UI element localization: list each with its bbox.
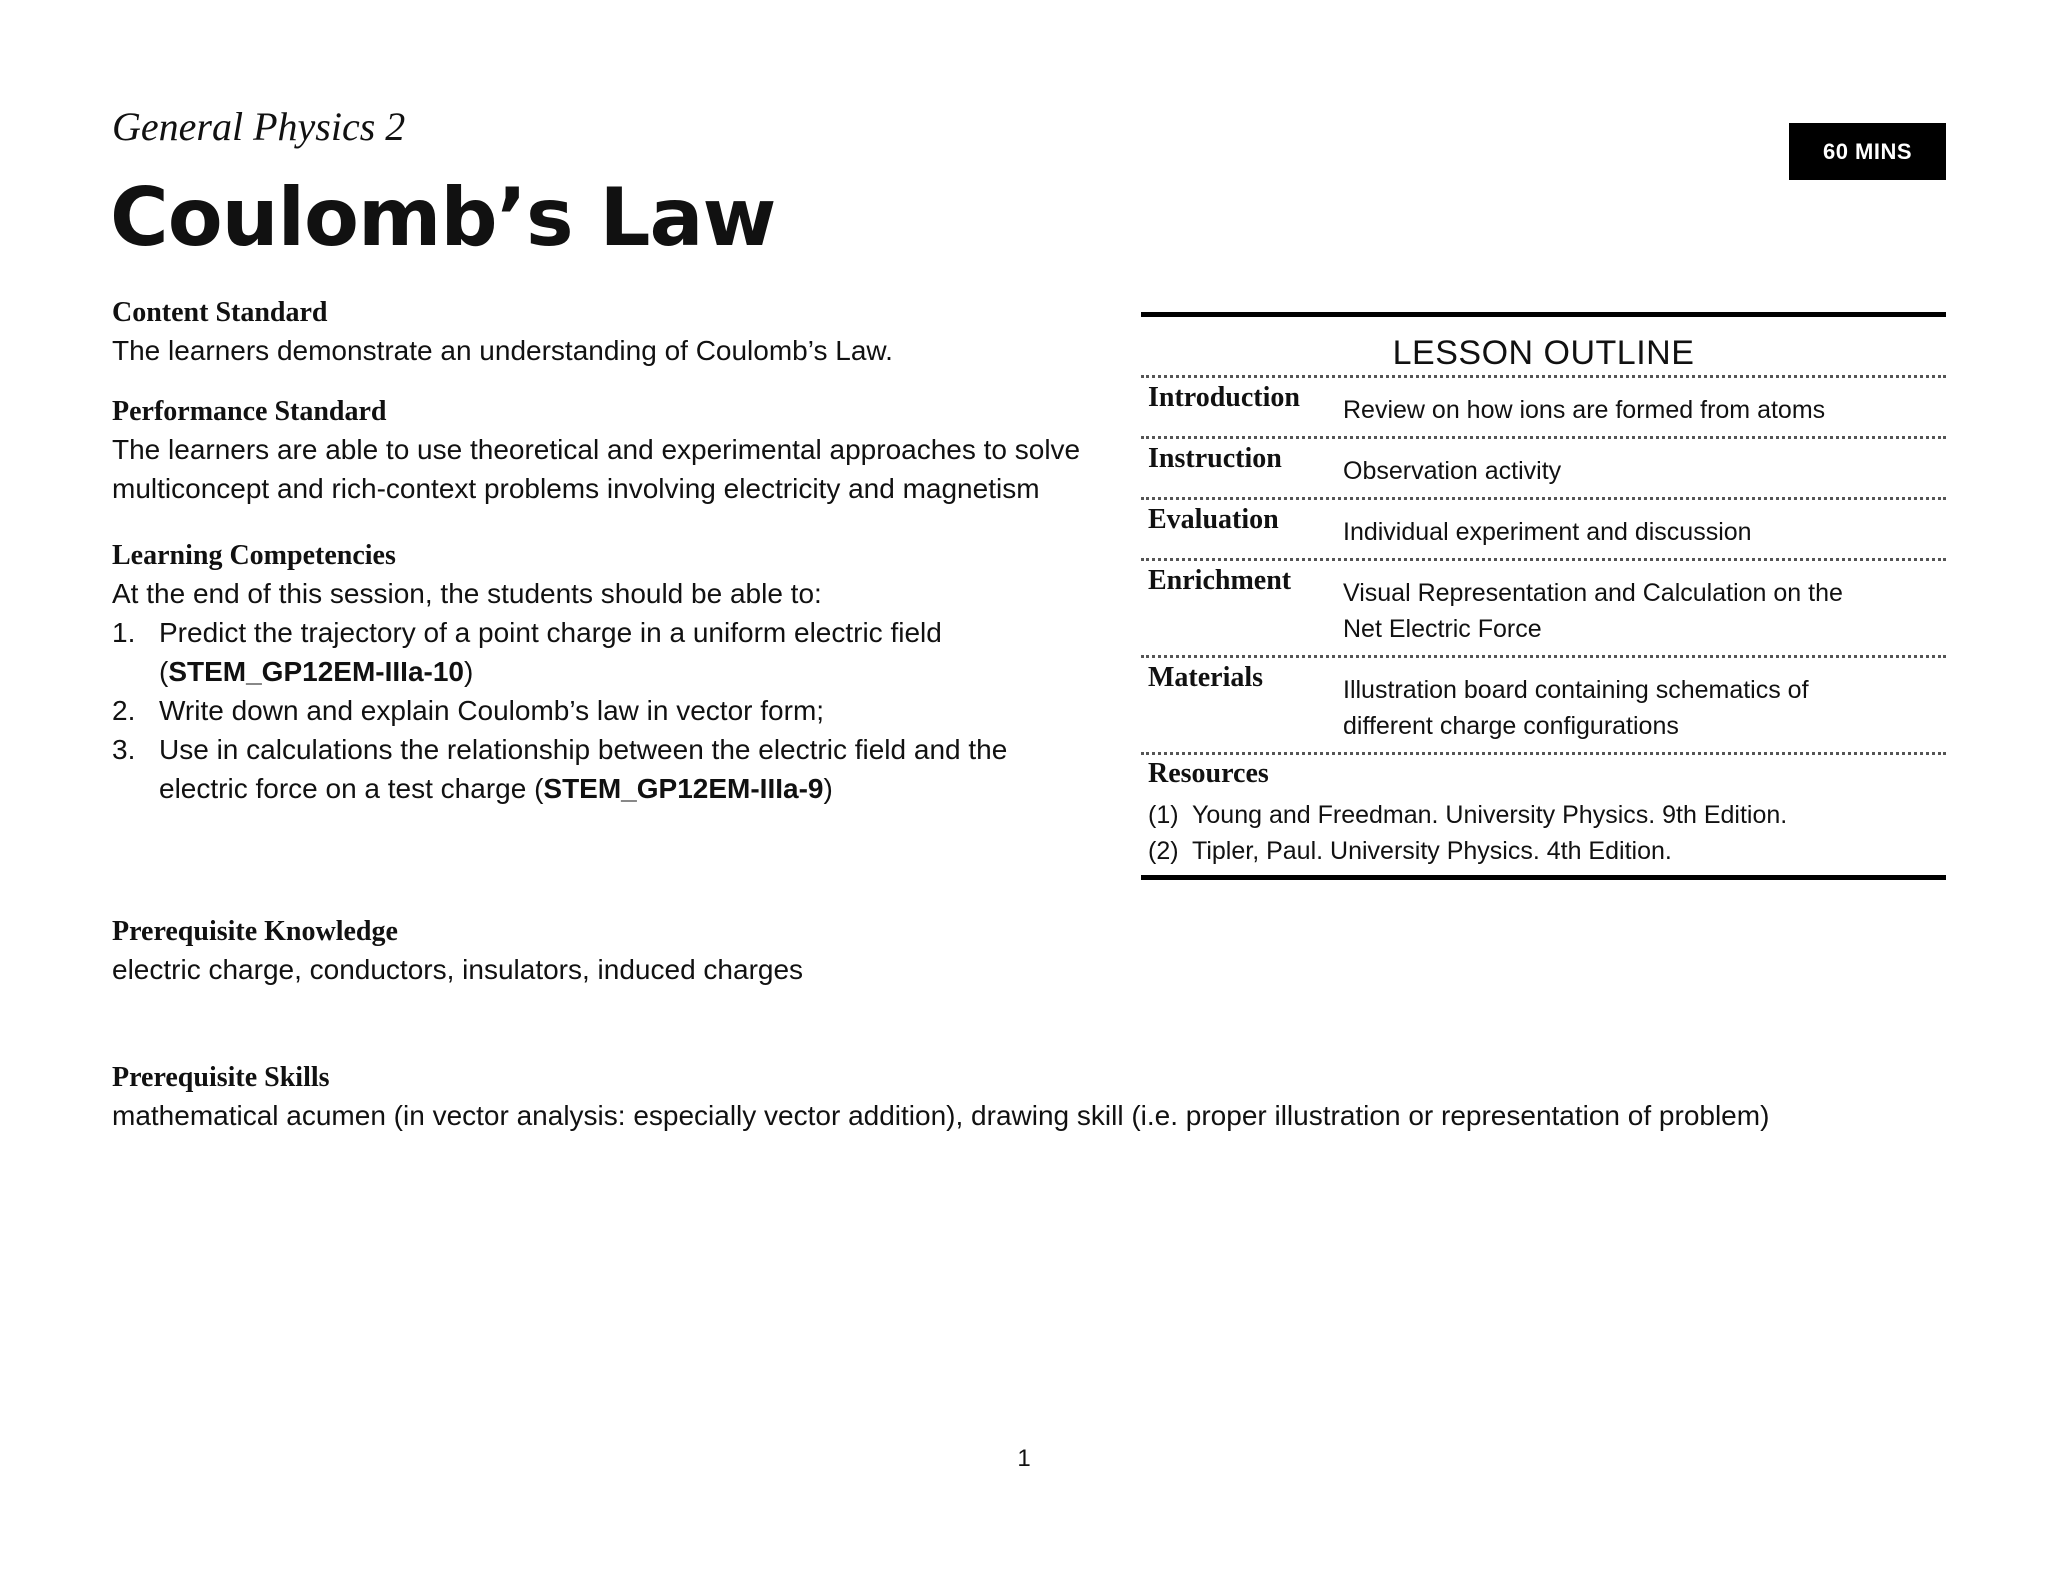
- outline-value: [1343, 382, 1946, 428]
- competency-code: STEM_GP12EM-IIIa-10: [168, 656, 464, 687]
- list-item-number: 3.: [112, 734, 136, 765]
- list-item: [112, 730, 1112, 808]
- outline-value-line: Net Electric Force: [1343, 615, 1542, 643]
- lesson-title: Coulomb’s Law: [110, 171, 776, 264]
- list-item: [1148, 797, 1946, 833]
- subject-title: General Physics 2: [112, 104, 406, 149]
- prerequisite-skills-heading: Prerequisite Skills: [112, 1062, 330, 1093]
- outline-value-line: Review on how ions are formed from atoms: [1343, 396, 1826, 424]
- outline-value: [1343, 662, 1946, 744]
- standards-column: [112, 295, 1112, 808]
- competency-text-line1: Predict the trajectory of a point charge in a uniform electric field: [159, 617, 942, 648]
- list-item-number: 2.: [112, 695, 136, 726]
- resource-list: [1148, 797, 1946, 869]
- prerequisite-knowledge-heading: Prerequisite Knowledge: [112, 916, 398, 947]
- performance-standard-text-line2: multiconcept and rich-context problems involving electricity and magnetism: [112, 473, 1040, 504]
- list-item: [1148, 833, 1946, 869]
- outline-row-evaluation: [1141, 500, 1946, 561]
- content-standard-text: The learners demonstrate an understanding of Coulomb’s Law.: [112, 335, 893, 366]
- resource-text: Tipler, Paul. University Physics. 4th Edition.: [1192, 837, 1672, 865]
- resource-number: (1): [1148, 801, 1179, 829]
- list-item: [112, 691, 1112, 730]
- outline-value-line: Observation activity: [1343, 457, 1562, 485]
- competency-code: STEM_GP12EM-IIIa-9: [543, 773, 824, 804]
- list-item: [112, 613, 1112, 691]
- performance-standard-section: [112, 394, 1112, 508]
- outline-label: Instruction: [1148, 443, 1282, 474]
- outline-value-line: Individual experiment and discussion: [1343, 518, 1752, 546]
- prerequisite-knowledge-section: [112, 914, 1912, 989]
- list-item-number: 1.: [112, 617, 136, 648]
- code-suffix: ): [463, 656, 474, 687]
- competency-list: [112, 613, 1112, 808]
- lesson-outline-table: [1141, 312, 1946, 880]
- competency-text: Write down and explain Coulomb’s law in vector form;: [159, 695, 825, 726]
- resources-label: Resources: [1148, 758, 1269, 789]
- learning-competencies-heading: Learning Competencies: [112, 540, 396, 571]
- learning-competencies-intro: At the end of this session, the students should be able to:: [112, 578, 822, 609]
- outline-label: Evaluation: [1148, 504, 1279, 535]
- competency-code-line: [159, 652, 1112, 691]
- prerequisite-knowledge-text: electric charge, conductors, insulators, induced charges: [112, 954, 804, 985]
- prerequisite-skills-text: mathematical acumen (in vector analysis: especially vector addition), drawing skill (i.e. proper illustration or representation of problem): [112, 1100, 1770, 1131]
- code-suffix: ): [823, 773, 833, 804]
- prerequisite-skills-section: [112, 1060, 1912, 1135]
- outline-label: Introduction: [1148, 382, 1300, 413]
- page-number: 1: [1017, 1445, 1031, 1472]
- outline-row-enrichment: [1141, 561, 1946, 658]
- outline-value-line: different charge configurations: [1343, 712, 1679, 740]
- outline-value-line: Visual Representation and Calculation on the: [1343, 579, 1843, 607]
- performance-standard-heading: Performance Standard: [112, 396, 387, 427]
- code-prefix: electric force on a test charge (: [159, 773, 544, 804]
- outline-value-line: Illustration board containing schematics of: [1343, 676, 1809, 704]
- content-standard-section: [112, 295, 1112, 370]
- outline-row-instruction: [1141, 439, 1946, 500]
- competency-code-line: [159, 769, 1112, 808]
- outline-value: [1343, 504, 1946, 550]
- outline-row-introduction: [1141, 378, 1946, 439]
- outline-value: [1343, 565, 1946, 647]
- outline-value: [1343, 443, 1946, 489]
- outline-label: Materials: [1148, 662, 1264, 693]
- resource-text: Young and Freedman. University Physics. 9th Edition.: [1192, 801, 1788, 829]
- lesson-outline-title: LESSON OUTLINE: [1141, 317, 1946, 378]
- outline-resources: [1141, 755, 1946, 875]
- competency-text-line1: Use in calculations the relationship between the electric field and the: [159, 734, 1008, 765]
- outline-row-materials: [1141, 658, 1946, 755]
- duration-badge: 60 MINS: [1789, 123, 1946, 180]
- learning-competencies-section: [112, 538, 1112, 808]
- performance-standard-text-line1: The learners are able to use theoretical and experimental approaches to solve: [112, 434, 1081, 465]
- content-standard-heading: Content Standard: [112, 297, 328, 328]
- resource-number: (2): [1148, 837, 1179, 865]
- code-prefix: (: [159, 656, 169, 687]
- outline-label: Enrichment: [1148, 565, 1292, 596]
